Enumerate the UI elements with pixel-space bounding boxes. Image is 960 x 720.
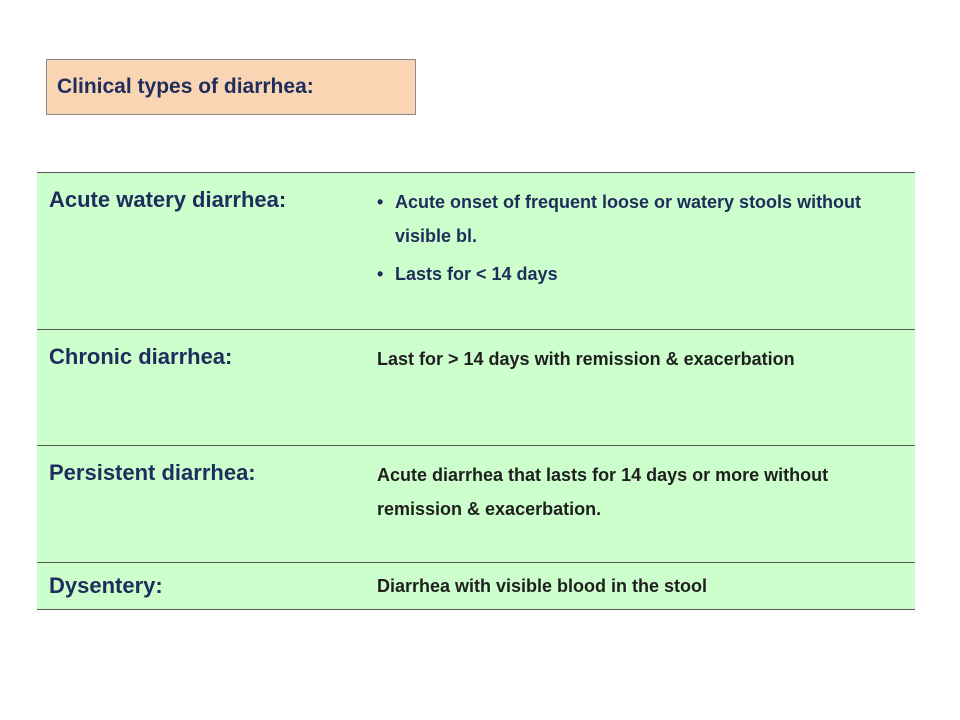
table-row-acute-watery (37, 173, 915, 329)
term-label: Acute watery diarrhea: (49, 187, 287, 212)
term-cell (37, 446, 367, 562)
term-label: Persistent diarrhea: (49, 460, 256, 485)
definition-cell (367, 563, 915, 609)
definition-text: Diarrhea with visible blood in the stool (377, 576, 708, 596)
term-label: Chronic diarrhea: (49, 344, 233, 369)
definition-cell (367, 330, 915, 445)
slide-title-box (46, 59, 416, 115)
definition-cell (367, 173, 915, 329)
term-cell (37, 563, 367, 609)
definition-bullet-list (377, 185, 895, 291)
table-row-persistent (37, 445, 915, 562)
term-cell (37, 173, 367, 329)
definition-text: Last for > 14 days with remission & exacerbation (377, 349, 795, 369)
table-row-chronic (37, 329, 915, 445)
definition-cell (367, 446, 915, 562)
bullet-text: Lasts for < 14 days (395, 264, 558, 284)
bullet-item (377, 257, 895, 291)
definition-text: Acute diarrhea that lasts for 14 days or more without remission & exacerbation. (377, 465, 829, 519)
bullet-text: Acute onset of frequent loose or watery stools without visible bl. (395, 192, 862, 246)
slide-title: Clinical types of diarrhea: (57, 75, 314, 98)
term-label: Dysentery: (49, 573, 163, 598)
term-cell (37, 330, 367, 445)
bullet-item (377, 185, 895, 253)
diarrhea-types-table (37, 172, 915, 610)
table-row-dysentery (37, 562, 915, 609)
